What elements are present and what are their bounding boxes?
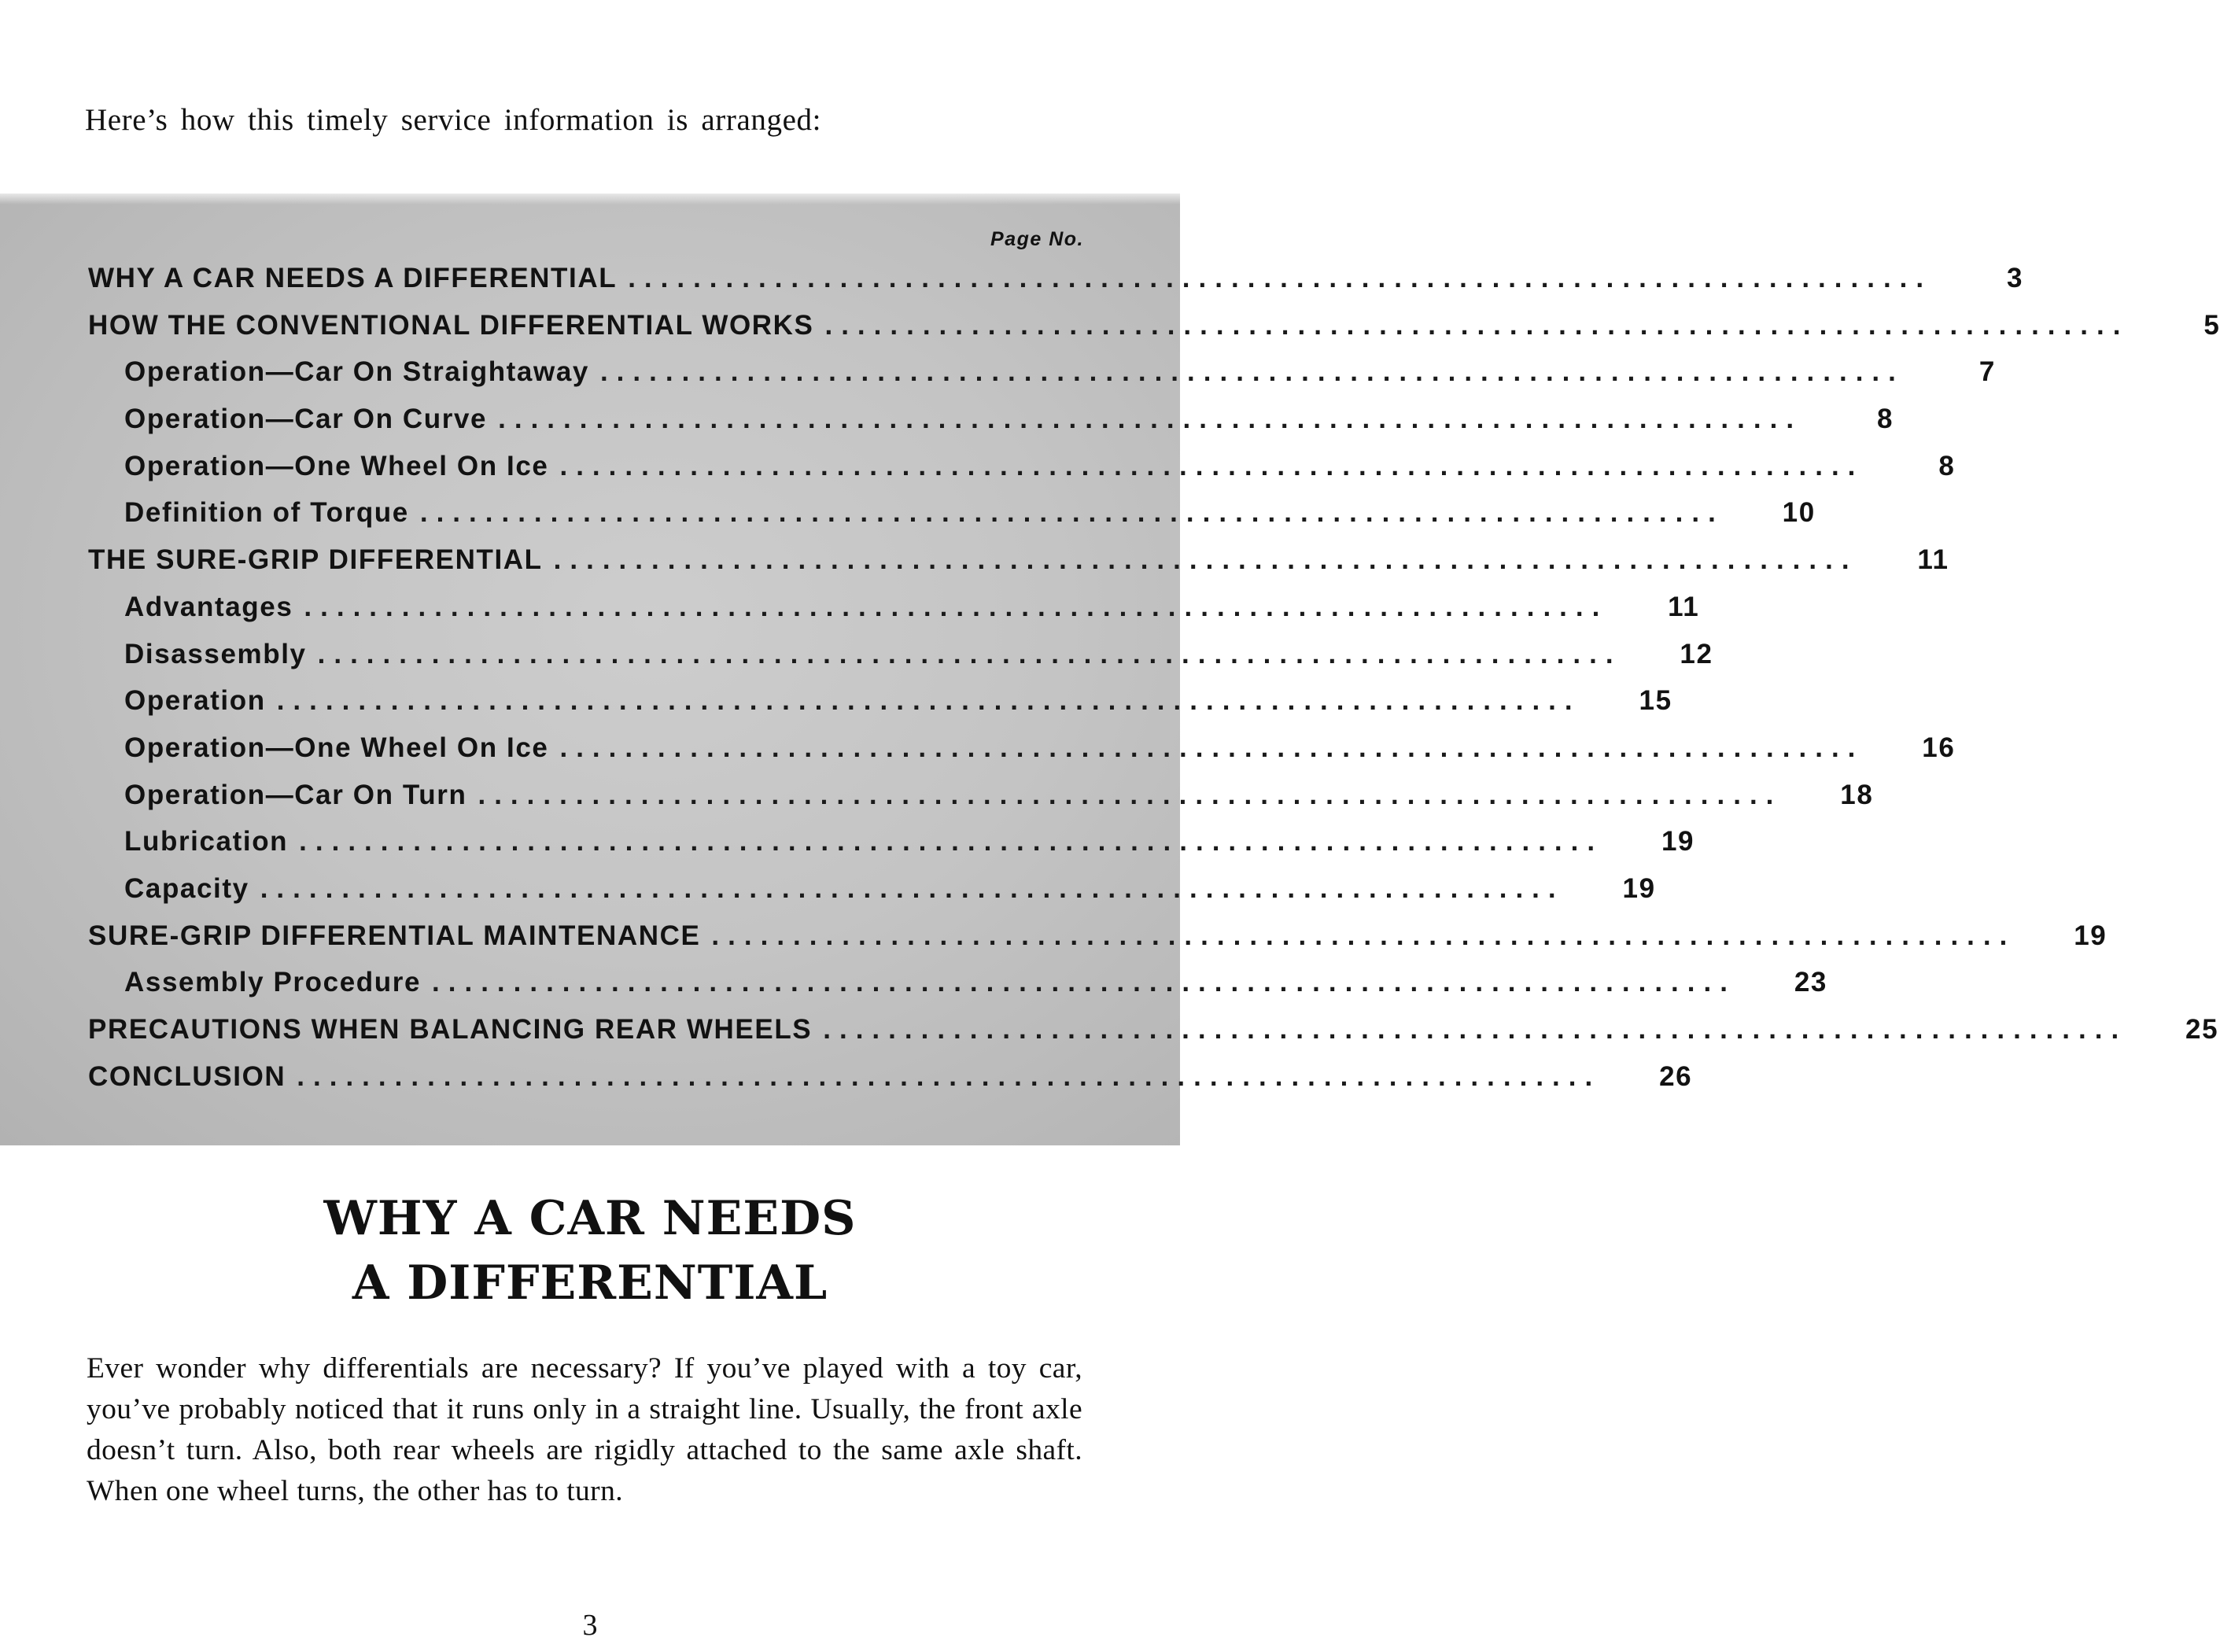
toc-dot-leader: ................................................................................ [559,450,1864,481]
toc-entry [88,959,1827,1006]
toc-list [88,255,2220,1100]
toc-entry [88,631,1713,678]
toc-dot-leader: ................................................................................ [559,732,1864,763]
toc-entry [88,537,1949,584]
toc-entry [88,725,1956,772]
section-title-line-1: WHY A CAR NEEDS [323,1191,857,1246]
intro-text: Here’s how this timely service information is arranged: [85,103,822,137]
section-body: Ever wonder why differentials are necessary? If you’ve played with a toy car, you’ve probably noticed that it runs only in a straight line. Usually, the front axle doesn’t turn. Also, both rear wheels are rigidly attached to the same axle shaft. When one wheel turns, the other has to turn. [87,1352,1082,1507]
toc-entry-title: Disassembly [124,638,307,669]
toc-entry [88,865,1656,913]
toc-dot-leader: ................................................................................ [599,356,1905,388]
toc-entry-page: 19 [2074,920,2108,951]
toc-dot-leader: ................................................................................ [299,826,1604,857]
toc-entry [88,489,1816,537]
section-title [0,1186,1180,1315]
toc-entry-page: 10 [1782,497,1816,529]
toc-entry [88,772,1874,819]
toc-entry-page: 5 [2203,309,2220,341]
page-number: 3 [582,1609,598,1642]
toc-page-header: Page No. [990,228,1084,250]
toc-entry-title: PRECAUTIONS WHEN BALANCING REAR WHEELS [88,1014,813,1045]
toc-entry-title: Operation—One Wheel On Ice [124,732,549,763]
toc-entry-page: 7 [1978,356,1996,388]
toc-entry-page: 8 [1876,404,1894,435]
toc-entry-title: Operation—Car On Turn [124,779,467,810]
toc-entry [88,1053,1693,1101]
toc-entry-title: Operation—One Wheel On Ice [124,450,549,481]
toc-dot-leader: ................................................................................ [260,872,1565,904]
toc-entry [88,584,1700,631]
toc-dot-leader: ................................................................................ [498,404,1803,435]
toc-entry-page: 12 [1680,638,1713,669]
toc-dot-leader: ................................................................................ [823,1014,2128,1045]
toc-entry-title: Capacity [124,872,249,904]
toc-entry-page: 18 [1840,779,1874,810]
toc-entry-title: Definition of Torque [124,497,409,529]
toc-entry [88,302,2220,349]
toc-entry-title: Operation [124,685,266,717]
toc-entry-page: 19 [1661,826,1695,857]
toc-entry-page: 25 [2185,1014,2219,1045]
toc-entry-title: Advantages [124,591,293,622]
toc-dot-leader: ................................................................................ [711,920,2016,951]
toc-entry [88,443,1956,490]
toc-entry-title: HOW THE CONVENTIONAL DIFFERENTIAL WORKS [88,309,814,341]
toc-dot-leader: ................................................................................ [297,1060,1602,1092]
toc-entry-title: Operation—Car On Straightaway [124,356,589,388]
toc-entry-title: Assembly Procedure [124,967,422,998]
toc-dot-leader: ................................................................................ [419,497,1724,529]
toc-entry-page: 23 [1794,967,1827,998]
toc-entry [88,255,2024,302]
section-title-line-2: A DIFFERENTIAL [352,1256,828,1311]
toc-entry-title: CONCLUSION [88,1060,286,1092]
toc-dot-leader: ................................................................................ [317,638,1622,669]
toc-entry-title: THE SURE-GRIP DIFFERENTIAL [88,544,543,576]
toc-entry-page: 26 [1659,1060,1693,1092]
toc-entry-title: Operation—Car On Curve [124,404,488,435]
toc-entry [88,677,1672,725]
toc-entry [88,913,2108,960]
toc-entry-page: 8 [1938,450,1956,481]
toc-dot-leader: ................................................................................ [304,591,1609,622]
toc-dot-leader: ................................................................................ [432,967,1736,998]
toc-entry [88,348,1996,396]
toc-entry-page: 3 [2007,263,2024,293]
toc-entry-title: WHY A CAR NEEDS A DIFFERENTIAL [88,263,618,293]
toc-dot-leader: ................................................................................ [276,685,1581,717]
toc-entry [88,396,1894,443]
toc-entry-title: Lubrication [124,826,289,857]
toc-dot-leader: ................................................................................ [553,544,1858,576]
toc-entry-page: 16 [1922,732,1956,763]
toc-entry-page: 11 [1917,544,1949,576]
toc-entry-page: 15 [1639,685,1672,717]
toc-entry [88,818,1695,865]
toc-entry-title: SURE-GRIP DIFFERENTIAL MAINTENANCE [88,920,701,951]
toc-entry-page: 19 [1622,872,1656,904]
toc-entry-page: 11 [1668,591,1700,622]
toc-entry [88,1006,2219,1053]
toc-dot-leader: ................................................................................ [824,309,2130,341]
toc-dot-leader: ................................................................................ [628,263,1933,293]
table-of-contents [0,194,2220,1145]
toc-dot-leader: ................................................................................ [478,779,1783,810]
